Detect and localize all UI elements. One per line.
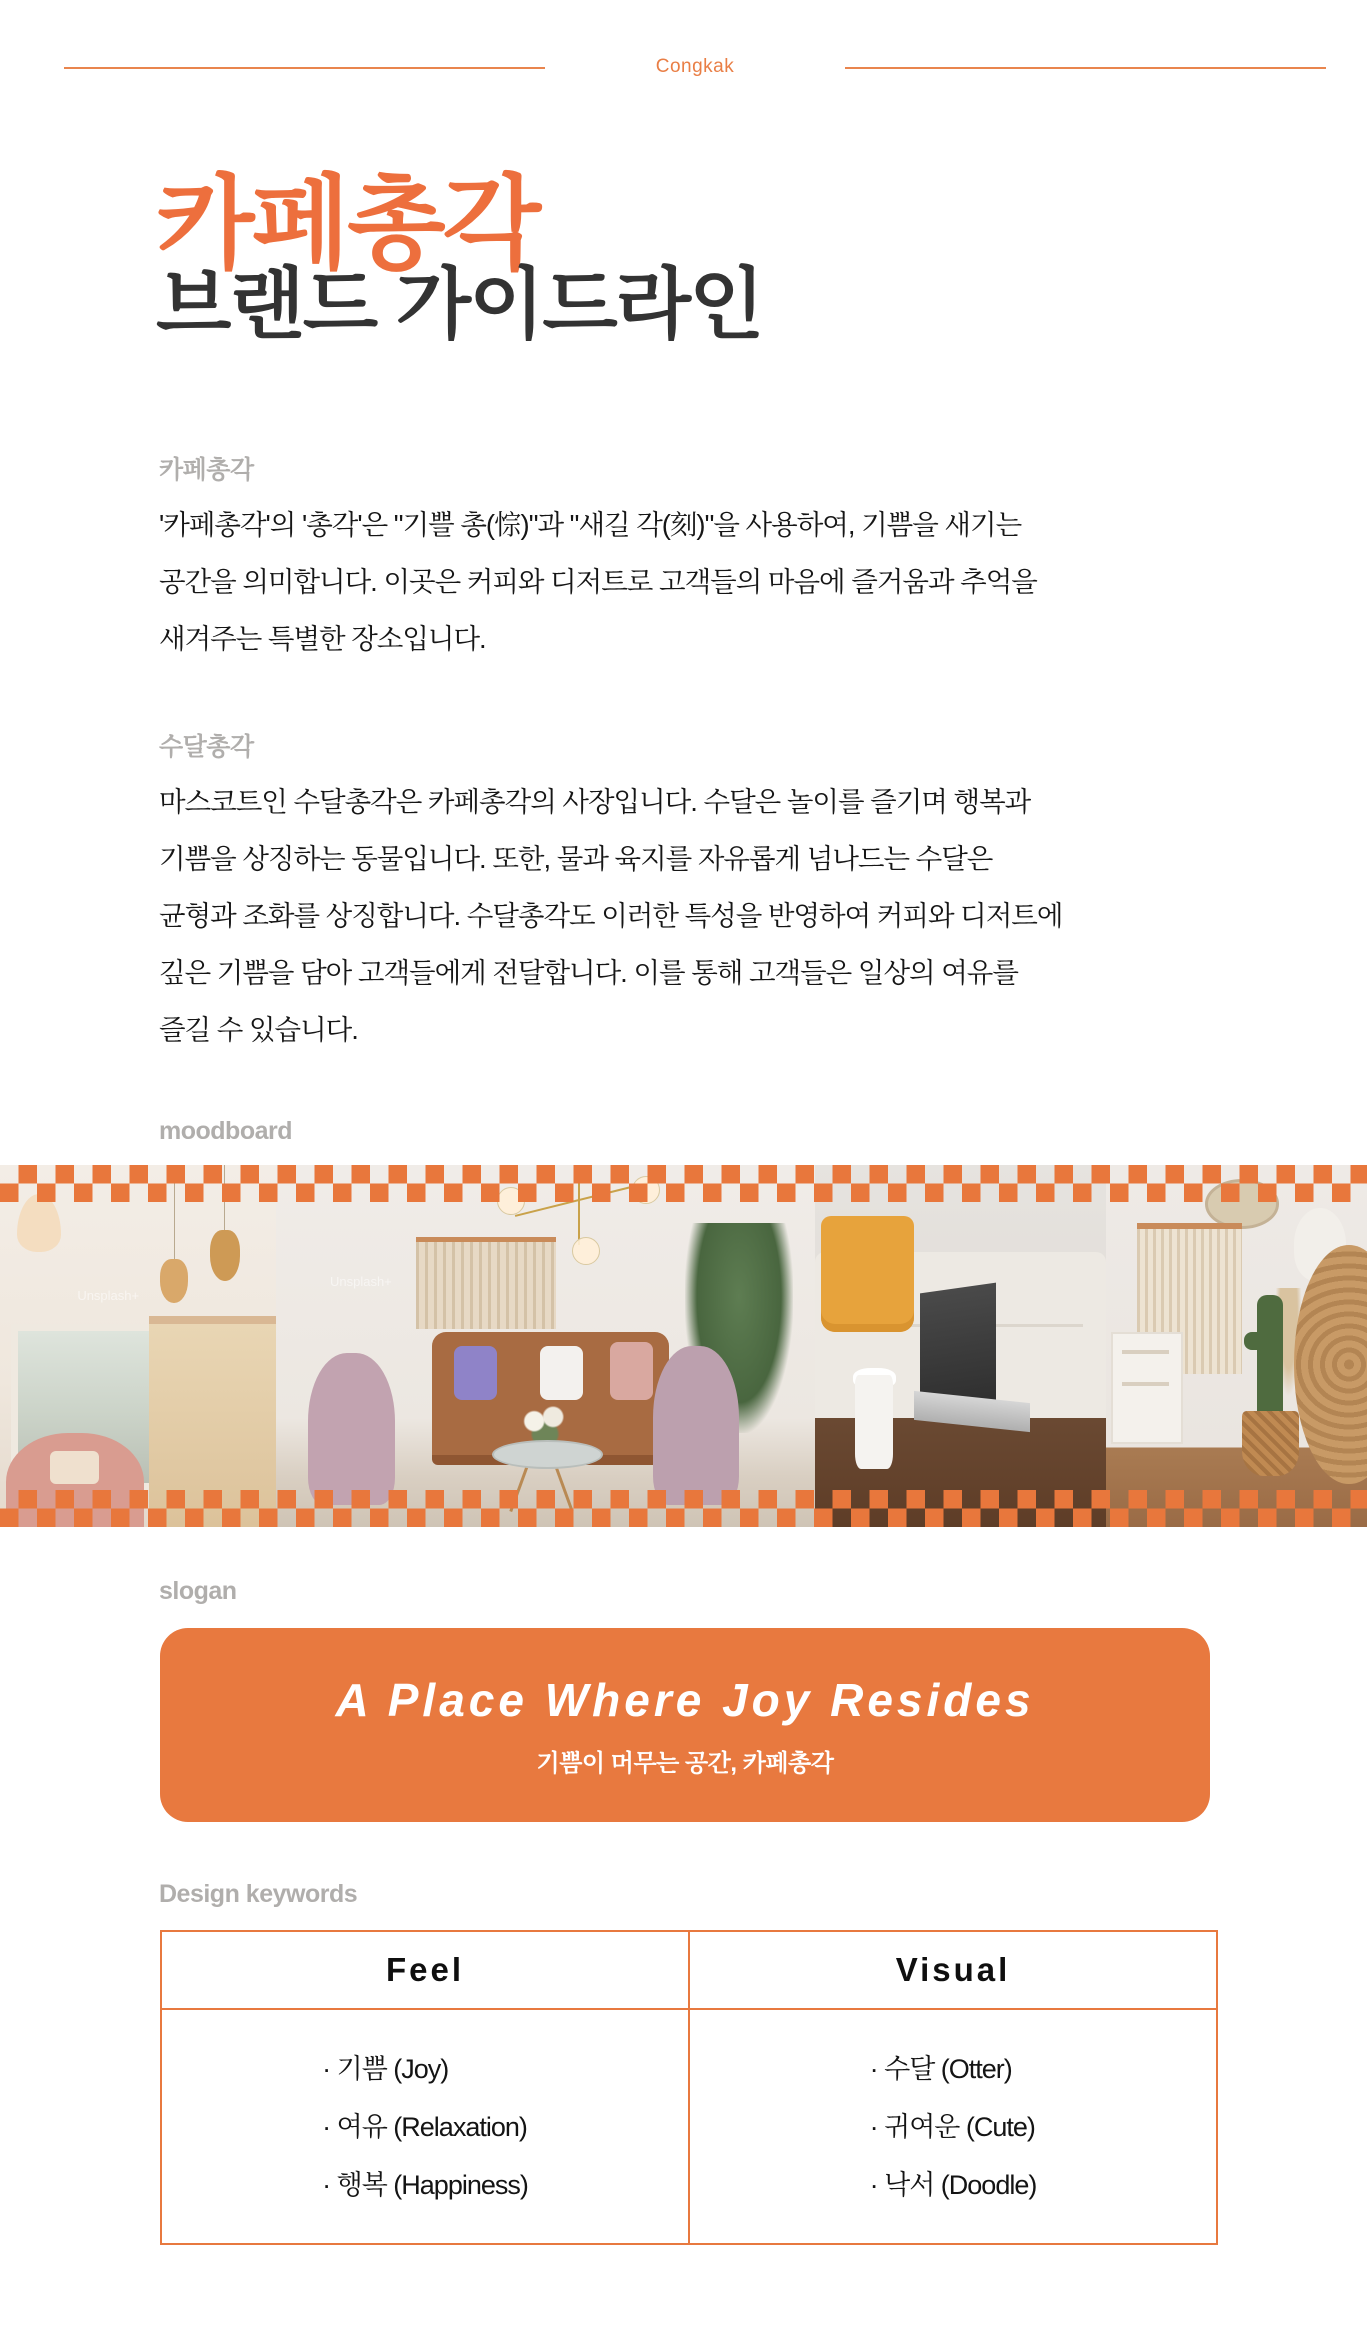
moodboard-photo-cafe-interior — [0, 1165, 276, 1527]
paragraph-line: 즐길 수 있습니다. — [159, 1014, 358, 1045]
header-rule-left — [64, 67, 545, 69]
photo-watermark: Unsplash+ — [329, 1273, 392, 1289]
moodboard-label: moodboard — [159, 1117, 292, 1145]
pendant-lamp — [160, 1259, 188, 1302]
keywords-list-feel — [322, 2040, 528, 2214]
keywords-table-header-row — [162, 1932, 1216, 2010]
macrame-wall-hanging — [416, 1237, 556, 1329]
checker-border-top — [0, 1165, 1367, 1202]
paragraph-line: 새겨주는 특별한 장소입니다. — [159, 623, 486, 654]
cactus-arm — [1244, 1332, 1262, 1350]
sofa-pillow — [540, 1346, 583, 1400]
moodboard-photo-sofa-laptop — [815, 1165, 1106, 1527]
design-keywords-label: Design keywords — [159, 1880, 358, 1908]
checker-border-bottom — [0, 1490, 1367, 1527]
chandelier-bulb — [572, 1237, 600, 1265]
white-side-table — [1111, 1332, 1183, 1445]
section-paragraph-sudal-chonggak — [159, 782, 1159, 1067]
section-label-sudal-chonggak: 수달총각 — [159, 733, 254, 761]
slogan-subline: 기쁨이 머무는 공간, 카페총각 — [536, 1749, 834, 1777]
moodboard-photo-living-room — [276, 1165, 815, 1527]
keywords-table — [160, 1930, 1218, 2245]
page-title: 브랜드 가이드라인 — [156, 260, 763, 348]
section-label-cafe-chonggak: 카페총각 — [159, 456, 254, 484]
mauve-armchair — [308, 1353, 394, 1505]
keyword-item: · 수달 (Otter) — [869, 2053, 1012, 2084]
paragraph-line: 균형과 조화를 상징합니다. 수달총각도 이러한 특성을 반영하여 커피와 디저트에 — [159, 900, 1063, 931]
keyword-item: · 기쁨 (Joy) — [322, 2053, 449, 2084]
paragraph-line: '카페총각'의 '총각'은 "기쁠 총(悰)"과 "새길 각(刻)"을 사용하여, 기쁨을 새기는 — [159, 509, 1022, 540]
cactus — [1257, 1295, 1283, 1425]
cafe-chonggak-logo: 카페총각 — [156, 167, 539, 281]
keywords-cell-feel — [162, 2010, 690, 2243]
keywords-list-visual — [870, 2040, 1037, 2214]
keywords-table-body-row — [162, 2010, 1216, 2243]
slogan-label: slogan — [159, 1577, 237, 1605]
slogan-banner — [160, 1628, 1210, 1822]
cushion — [50, 1451, 100, 1484]
drawer-handle — [1122, 1350, 1169, 1354]
orange-pillow — [821, 1216, 914, 1332]
sofa-pillow — [610, 1342, 653, 1400]
paragraph-line: 깊은 기쁨을 담아 고객들에게 전달합니다. 이를 통해 고객들은 일상의 여유를 — [159, 957, 1018, 988]
brand-name: Congkak — [655, 56, 735, 77]
section-paragraph-cafe-chonggak — [159, 505, 1159, 676]
moodboard-photo-boho-corner — [1106, 1165, 1367, 1527]
keyword-item: · 행복 (Happiness) — [322, 2169, 528, 2200]
keywords-header-visual: Visual — [895, 1951, 1011, 1988]
coffee-cup — [855, 1375, 893, 1469]
keywords-cell-visual — [690, 2010, 1216, 2243]
paragraph-line: 공간을 의미합니다. 이곳은 커피와 디저트로 고객들의 마음에 즐거움과 추억을 — [159, 566, 1037, 597]
keyword-item: · 귀여운 (Cute) — [869, 2111, 1035, 2142]
keyword-item: · 낙서 (Doodle) — [869, 2169, 1037, 2200]
slogan-headline: A Place Where Joy Resides — [335, 1673, 1035, 1726]
keywords-header-feel: Feel — [162, 1932, 690, 2008]
keyword-item: · 여유 (Relaxation) — [322, 2111, 527, 2142]
photo-watermark: Unsplash+ — [77, 1288, 140, 1304]
moodboard-strip — [0, 1165, 1367, 1527]
mauve-armchair — [653, 1346, 739, 1505]
sofa-pillow — [454, 1346, 497, 1400]
rattan-hanging-chair — [1294, 1245, 1367, 1484]
paragraph-line: 기쁨을 상징하는 동물입니다. 또한, 물과 육지를 자유롭게 넘나드는 수달은 — [159, 843, 993, 874]
paragraph-line: 마스코트인 수달총각은 카페총각의 사장입니다. 수달은 놀이를 즐기며 행복과 — [159, 786, 1031, 817]
glass-coffee-table — [492, 1440, 604, 1469]
drawer-handle — [1122, 1382, 1169, 1386]
header-rule-right — [845, 67, 1326, 69]
pendant-lamp — [210, 1230, 240, 1281]
woven-basket-pot — [1242, 1411, 1299, 1476]
cone-lamp — [17, 1194, 61, 1252]
